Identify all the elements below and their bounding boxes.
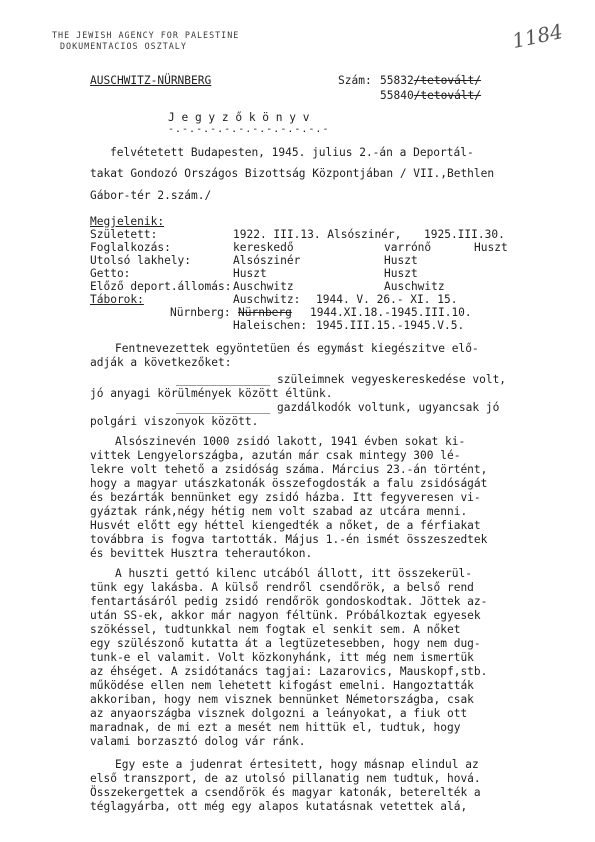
body-line: polgári viszonyok között. — [90, 415, 259, 428]
body-line: akkoriban, hogy nem visznek bennünket Németországba, csak — [90, 693, 474, 706]
row-label: Előző deport.állomás: — [90, 280, 232, 293]
body-line: hogy a magyar utászkatonák összefogdosták a falu zsidóságát — [90, 477, 488, 490]
intro-line: takat Gondozó Országos Bizottság Központjában / VII.,Bethlen — [90, 167, 495, 180]
body-line: maradnak, de mi ezt a mesét nem hittük el, tudtuk, hogy — [90, 721, 461, 734]
camp-dates: 1944. V. 26.- XI. 15. — [316, 293, 458, 306]
megjelenik-label: Megjelenik: — [90, 215, 165, 228]
row-value-2: varrónő — [384, 241, 432, 254]
body-line: működése ellen nem lehetett kifogást emelni. Hangoztatták — [90, 679, 474, 692]
body-line: és bezárták bennünket egy zsidó házba. Itt fegyveresen vi- — [90, 491, 481, 504]
body-line: szökéssel, tudtunkkal nem fogtak el senkit sem. A nőket — [90, 623, 461, 636]
number-1: 55832/tetovált/ — [380, 74, 482, 87]
camp-place: Nürnberg: — [170, 306, 231, 319]
body-line: egy szülészonő kutatta át a legtüzetesebben, hogy nem dug- — [90, 637, 481, 650]
body-line: tünk egy lakásba. A külső rendről csendőrök, a belső rend — [90, 581, 474, 594]
intro-line: felvétetett Budapesten, 1945. julius 2.-án a Deportál- — [110, 146, 474, 159]
row-value-1: kereskedő — [233, 241, 294, 254]
body-line: gyáztak ránk,négy hétig nem volt szabad az utcára menni. — [90, 505, 468, 518]
agency-stamp-line1: THE JEWISH AGENCY FOR PALESTINE — [52, 30, 240, 40]
body-line: után SS-ek, akkor már nagyon féltünk. Próbálkoztak egyesek — [90, 609, 481, 622]
body-line: vittek Lengyelországba, azután már csak mintegy 300 lé- — [90, 449, 461, 462]
body-line: ______________ gazdálkodók voltunk, ugyancsak jó — [176, 401, 500, 414]
row-label: Utolsó lakhely: — [90, 254, 192, 267]
row-value-1: Alsószinér — [233, 254, 301, 267]
body-line: az éhséget. A zsidótanács tagjai: Lazarovics, Mauskopf,stb. — [90, 665, 488, 678]
row-value-2: 1925.III.30. — [424, 228, 505, 241]
row-value-3: Huszt — [474, 241, 508, 254]
body-line: téglagyárba, ott még egy alapos kutatásnak vetettek alá, — [90, 800, 468, 813]
body-line: és bevittek Husztra teherautókon. — [90, 547, 313, 560]
body-line: valami borzasztó dolog vár ránk. — [90, 735, 306, 748]
body-line: Összekergettek a csendőrök és magyar katonák, beterelték a — [90, 786, 481, 799]
number-2: 55840/tetovált/ — [380, 89, 482, 102]
camp-dates: 1945.III.15.-1945.V.5. — [316, 319, 465, 332]
camp-place: Haleischen: — [233, 319, 308, 332]
agency-stamp-line2: DOKUMENTACIOS OSZTALY — [60, 41, 187, 51]
intro-line: Gábor-tér 2.szám./ — [90, 189, 212, 202]
body-line: adják a következőket: — [90, 356, 232, 369]
row-label: Getto: — [90, 267, 131, 280]
location-heading: AUSCHWITZ-NÜRNBERG — [90, 74, 212, 87]
body-line: A huszti gettó kilenc utcából állott, itt összekerül- — [115, 567, 472, 580]
body-line: első transzport, de az utolsó pillanatig nem tudtuk, hová. — [90, 772, 481, 785]
body-line: Fentnevezettek egyöntetüen és egymást kiegészitve elő- — [115, 342, 479, 355]
camp-place: Auschwitz: — [233, 293, 301, 306]
body-line: lekre volt tehető a zsidóság száma. Március 23.-án történt, — [90, 463, 488, 476]
body-line: tunk-e el valamit. Volt közkonyhánk, itt még nem ismertük — [90, 651, 474, 664]
row-value-1: Auschwitz — [233, 280, 294, 293]
document-title: J e g y z ő k ö n y v — [168, 111, 310, 124]
row-value-2: Huszt — [384, 254, 418, 267]
camp-place-struck: Nürnberg — [238, 306, 292, 319]
row-value-2: Auschwitz — [384, 280, 445, 293]
handwritten-number: 1184 — [510, 18, 565, 54]
szam-label: Szám: — [338, 74, 372, 87]
row-label: Foglalkozás: — [90, 241, 171, 254]
body-line: fentartásáról pedig zsidó rendőrök gondoskodtak. Jöttek az- — [90, 595, 488, 608]
body-line: Alsószinevén 1000 zsidó lakott, 1941 évben sokat ki- — [115, 435, 466, 448]
row-label: Született: — [90, 228, 158, 241]
row-value-1: 1922. III.13. Alsószinér, — [233, 228, 402, 241]
body-line: ______________ szüleimnek vegyeskereskedése volt, — [176, 373, 507, 386]
title-underline: -.-.-.-.-.-.-.-.-.-.-.- — [168, 124, 330, 135]
camp-dates: 1944.XI.18.-1945.III.10. — [310, 306, 472, 319]
body-line: Egy este a judenrat értesitett, hogy másnap elindul az — [115, 758, 479, 771]
body-line: Husvét előtt egy héttel kiengedték a nőket, de a férfiakat — [90, 519, 481, 532]
row-value-2: Huszt — [384, 267, 418, 280]
body-line: továbbra is fogva tartották. Május 1.-én ismét összeszedtek — [90, 533, 488, 546]
camps-label: Táborok: — [90, 293, 144, 306]
body-line: jó anyagi körülmények között éltünk. — [90, 387, 333, 400]
row-value-1: Huszt — [233, 267, 267, 280]
body-line: az anyaországba visznek dolgozni a leányokat, a fiuk ott — [90, 707, 468, 720]
